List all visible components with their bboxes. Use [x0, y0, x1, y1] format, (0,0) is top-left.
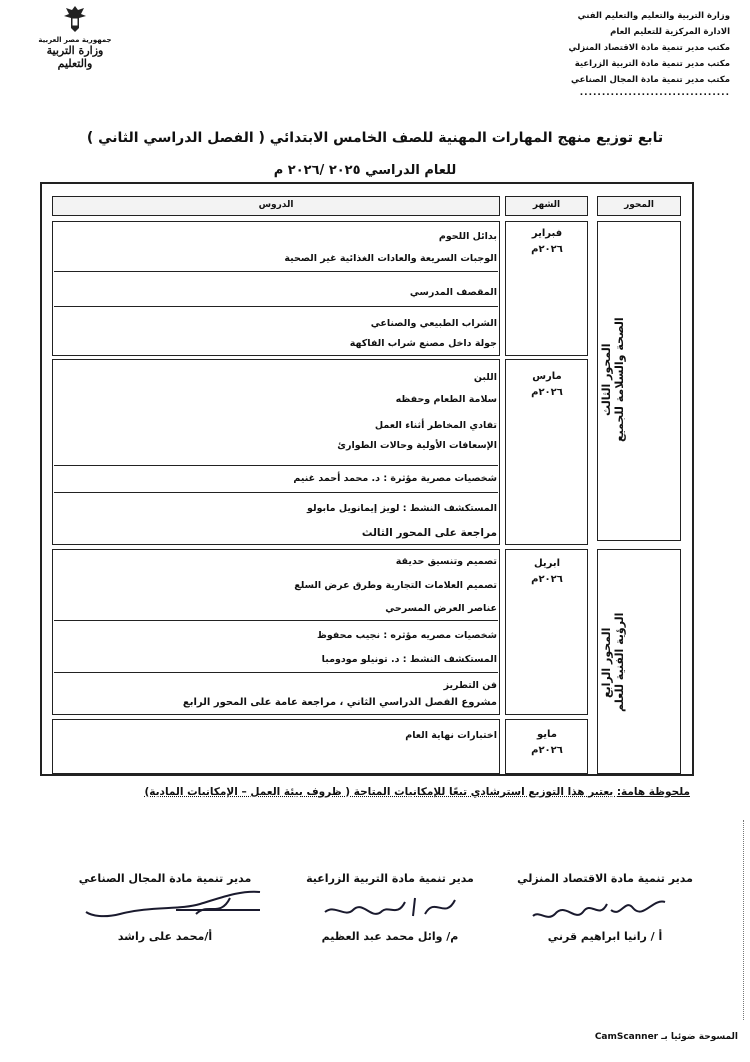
ministry-line: مكتب مدير تنمية مادة الاقتصاد المنزلي: [568, 43, 730, 53]
signatory-name: م/ وائل محمد عبد العظيم: [321, 930, 459, 943]
month-year: ٢٠٢٦م: [531, 244, 563, 255]
scan-edge: [743, 820, 744, 1020]
axis-title: المحور الثالث: [600, 343, 613, 417]
important-note: [60, 786, 690, 798]
lesson-item: تفادي المخاطر أثناء العمل: [374, 420, 497, 431]
month-april: [508, 556, 586, 588]
signatory-title: مدير تنمية مادة التربية الزراعية: [306, 872, 474, 885]
month-name: فبراير: [531, 228, 563, 239]
lesson-item: المقصف المدرسي: [409, 287, 497, 298]
lesson-review: مراجعة على المحور الثالث: [361, 527, 497, 539]
month-year: ٢٠٢٦م: [531, 745, 563, 756]
lessons-cell: [52, 719, 500, 774]
header-lessons: الدروس: [52, 196, 500, 216]
handwritten-signature: [525, 890, 675, 930]
lesson-item: تصميم العلامات التجارية وطرق عرض السلع: [294, 580, 497, 591]
month-march: [508, 369, 586, 401]
lesson-item: سلامة الطعام وحفظه: [395, 394, 497, 405]
row-divider: [54, 271, 498, 272]
lesson-item: الشراب الطبيعي والصناعي: [370, 318, 497, 329]
signatory-title: مدير تنمية مادة الاقتصاد المنزلي: [517, 872, 693, 885]
axis-label-four: [600, 560, 678, 765]
dotted-divider: ..................................: [579, 88, 730, 98]
month-name: مايو: [537, 729, 557, 740]
signature-name-block: [280, 930, 500, 943]
month-name: ابريل: [533, 558, 561, 569]
signatory-name: أ / رانيا ابراهيم قرني: [547, 930, 663, 943]
ministry-header: [510, 8, 730, 98]
lesson-item: شخصيات مصريه مؤثره : نجيب محفوظ: [316, 630, 497, 641]
lesson-item: فن التطريز: [443, 680, 497, 691]
ministry-line: وزارة التربية والتعليم والتعليم الفني: [577, 11, 730, 21]
signatory-name: أ/محمد على راشد: [117, 930, 213, 943]
row-divider: [54, 620, 498, 621]
handwritten-signature: [305, 890, 465, 928]
signature-name-block: [55, 930, 275, 943]
signature-block-agriculture: [280, 872, 500, 885]
lesson-exams: اختبارات نهاية العام: [405, 730, 497, 741]
month-february: [508, 226, 586, 258]
lesson-item: شخصيات مصرية مؤثرة : د. محمد أحمد غنيم: [293, 473, 497, 484]
page-title: تابع توزيع منهج المهارات المهنية للصف الخامس الابتدائي ( الفصل الدراسي الثاني ): [86, 130, 664, 146]
lesson-project: مشروع الفصل الدراسي الثاني ، مراجعة عامة على المحور الرابع: [182, 697, 497, 708]
month-may: [508, 727, 586, 759]
row-divider: [54, 492, 498, 493]
row-divider: [54, 306, 498, 307]
lesson-item: تصميم وتنسيق حديقة: [395, 556, 497, 567]
lesson-item: بدائل اللحوم: [438, 231, 497, 242]
lesson-item: عناصر العرض المسرحي: [385, 603, 497, 614]
lessons-cell: [52, 359, 500, 545]
signatory-title: مدير تنمية مادة المجال الصناعي: [78, 872, 252, 885]
lesson-item: اللبن: [473, 372, 497, 383]
handwritten-signature: [80, 884, 270, 930]
note-label: ملحوظة هامة:: [616, 786, 690, 798]
lesson-item: الإسعافات الأولية وحالات الطوارئ: [337, 440, 497, 451]
lesson-item: الوجبات السريعة والعادات الغذائية غير الصحية: [284, 253, 497, 264]
lesson-item: جولة داخل مصنع شراب الفاكهة: [349, 338, 497, 349]
header-month: الشهر: [505, 196, 588, 216]
header-axis: المحور: [597, 196, 681, 216]
logo-wordmark: وزارة التربية والتعليم: [46, 44, 104, 70]
axis-label-three: [600, 230, 678, 530]
axis-title: المحور الرابع: [600, 627, 613, 698]
row-divider: [54, 672, 498, 673]
month-name: مارس: [532, 371, 562, 382]
scanner-watermark: المسوحة ضوئيا بـ CamScanner: [594, 1032, 738, 1042]
ministry-logo: [30, 4, 120, 84]
row-divider: [54, 465, 498, 466]
lesson-item: المستكشف النشط : د. تونيلو مودومبا: [321, 654, 497, 665]
ministry-line: مكتب مدير تنمية مادة التربية الزراعية: [574, 59, 730, 69]
month-year: ٢٠٢٦م: [531, 574, 563, 585]
signature-block-home-economics: [490, 872, 720, 885]
logo-caption: جمهورية مصر العربية: [38, 36, 112, 44]
signature-name-block: [490, 930, 720, 943]
axis-subtitle: الرؤية الفنية للعلم: [613, 612, 626, 713]
ministry-line: الادارة المركزية للتعليم العام: [610, 27, 730, 37]
axis-subtitle: الصحة والسلامة للجميع: [613, 317, 626, 443]
month-year: ٢٠٢٦م: [531, 387, 563, 398]
lesson-item: المستكشف النشط : لويز إيمانويل مابولو: [307, 503, 497, 514]
note-text: يعتبر هذا التوزيع استرشادي تبعًا للإمكانيات المتاحة ( ظروف بيئة العمل – الإمكانيات المادية): [144, 786, 617, 798]
ministry-line: مكتب مدير تنمية مادة المجال الصناعي: [571, 75, 730, 85]
school-year: للعام الدراسي ٢٠٢٥ /٢٠٢٦ م: [273, 163, 457, 178]
eagle-emblem-icon: [62, 4, 88, 34]
